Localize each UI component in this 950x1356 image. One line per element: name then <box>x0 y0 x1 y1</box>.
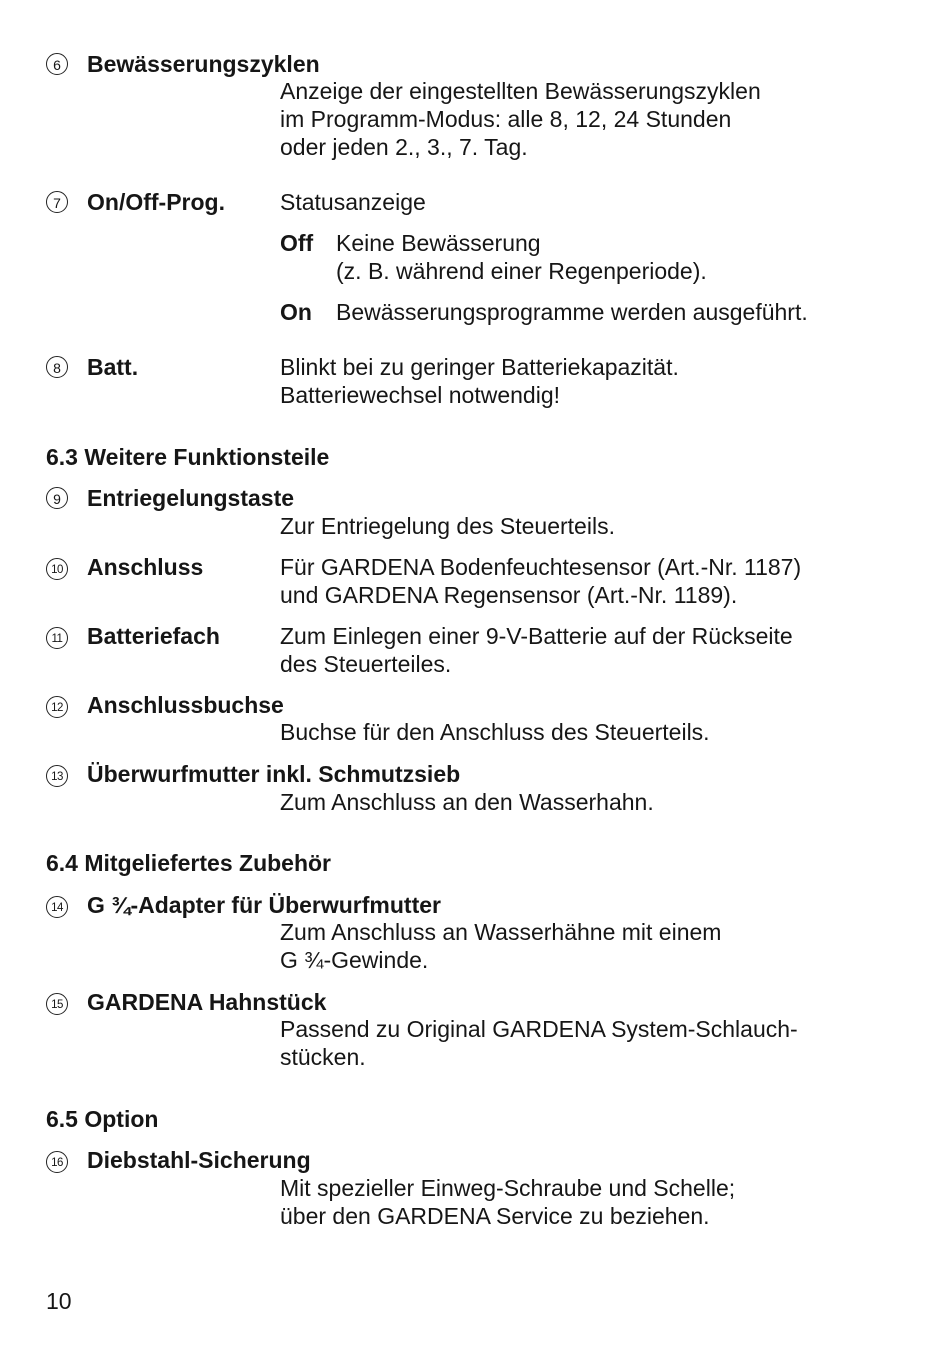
item-number-16: 16 <box>46 1146 68 1174</box>
item-desc-16-line-2: über den GARDENA Service zu beziehen. <box>280 1203 710 1229</box>
item-number-7: 7 <box>46 188 68 216</box>
item-desc-14-line-1: Zum Anschluss an Wasserhähne mit einem <box>280 919 722 945</box>
item-title-12: Anschlussbuchse <box>87 692 284 718</box>
item-desc-14-line-2: G ¾-Gewinde. <box>280 947 429 973</box>
option-off-line-2: (z. B. während einer Regenperiode). <box>336 258 707 284</box>
item-number-15: 15 <box>46 988 68 1016</box>
option-off-line-1: Keine Bewässerung <box>336 230 541 256</box>
item-number-6: 6 <box>46 50 68 78</box>
item-number-12: 12 <box>46 691 68 719</box>
item-title-11: Batteriefach <box>87 623 220 649</box>
item-desc-10-line-2: und GARDENA Regensensor (Art.-Nr. 1189). <box>280 582 738 608</box>
item-title-8: Batt. <box>87 354 139 380</box>
item-number-10: 10 <box>46 553 68 581</box>
item-desc-15-line-2: stücken. <box>280 1044 366 1070</box>
item-title-10: Anschluss <box>87 554 204 580</box>
page-number: 10 <box>46 1288 72 1314</box>
item-desc-10-line-1: Für GARDENA Bodenfeuchtesensor (Art.-Nr. 1187) <box>280 554 802 580</box>
item-desc-13-line-1: Zum Anschluss an den Wasserhahn. <box>280 789 654 815</box>
item-title-9: Entriegelungstaste <box>87 485 295 511</box>
item-title-13: Überwurfmutter inkl. Schmutzsieb <box>87 761 461 787</box>
item-number-14: 14 <box>46 891 68 919</box>
item-title-16: Diebstahl-Sicherung <box>87 1147 311 1173</box>
item-title-7: On/Off-Prog. <box>87 189 225 215</box>
item-desc-16-line-1: Mit spezieller Einweg-Schraube und Schelle; <box>280 1175 736 1201</box>
item-desc-11-line-2: des Steuerteiles. <box>280 651 452 677</box>
item-desc-11-line-1: Zum Einlegen einer 9-V-Batterie auf der Rückseite <box>280 623 793 649</box>
item-desc-8-line-1: Blinkt bei zu geringer Batteriekapazität. <box>280 354 679 380</box>
item-desc-8-line-2: Batteriewechsel notwendig! <box>280 382 560 408</box>
item-desc-15-line-1: Passend zu Original GARDENA System-Schlauch- <box>280 1016 798 1042</box>
item-title-6: Bewässerungszyklen <box>87 51 320 77</box>
section-heading-6-5: 6.5 Option <box>46 1106 159 1132</box>
item-title-15: GARDENA Hahnstück <box>87 989 327 1015</box>
item-desc-7-line-1: Statusanzeige <box>280 189 426 215</box>
option-key-on: On <box>280 299 312 325</box>
item-number-11: 11 <box>46 622 68 650</box>
item-desc-12-line-1: Buchse für den Anschluss des Steuerteils. <box>280 719 710 745</box>
section-heading-6-3: 6.3 Weitere Funktionsteile <box>46 444 330 470</box>
item-desc-6-line-2: im Programm-Modus: alle 8, 12, 24 Stunden <box>280 106 732 132</box>
option-on-line-1: Bewässerungsprogramme werden ausgeführt. <box>336 299 808 325</box>
item-title-14: G ¾-Adapter für Überwurfmutter <box>87 892 441 918</box>
option-key-off: Off <box>280 230 314 256</box>
item-desc-6-line-1: Anzeige der eingestellten Bewässerungszyklen <box>280 78 761 104</box>
section-heading-6-4: 6.4 Mitgeliefertes Zubehör <box>46 850 332 876</box>
item-number-8: 8 <box>46 353 68 381</box>
item-desc-6-line-3: oder jeden 2., 3., 7. Tag. <box>280 134 528 160</box>
item-number-9: 9 <box>46 484 68 512</box>
item-number-13: 13 <box>46 760 68 788</box>
item-desc-9-line-1: Zur Entriegelung des Steuerteils. <box>280 513 615 539</box>
